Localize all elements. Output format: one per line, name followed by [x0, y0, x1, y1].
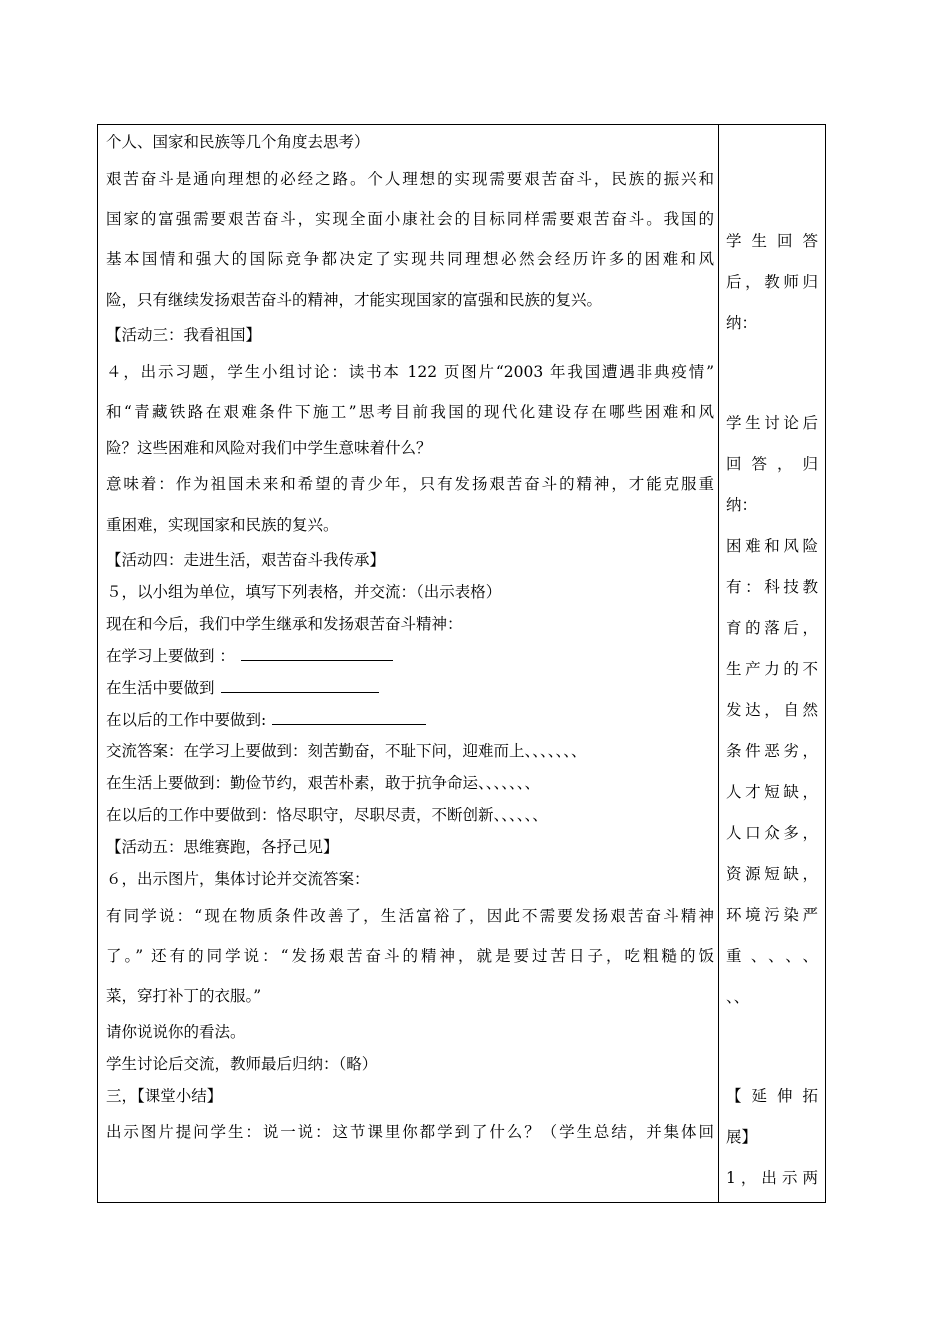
text-line-content: 在以后的工作中要做到: [106, 710, 267, 729]
text-line [106, 320, 714, 352]
text-line [106, 392, 714, 432]
side-note-line: 条件恶劣， [726, 742, 818, 760]
side-note-line: 纳： [726, 314, 758, 332]
side-note-line: 育的落后， [726, 619, 818, 637]
text-line [106, 1049, 714, 1081]
fill-in-blank[interactable] [241, 644, 393, 661]
text-line-content: 有同学说：“现在物质条件改善了，生活富裕了，因此不需要发扬艰苦奋斗精神 [106, 906, 714, 925]
text-line [106, 1017, 714, 1049]
text-line-content: 险？这些困难和风险对我们中学生意味着什么？ [106, 438, 432, 457]
side-note-line: 、、 [726, 988, 750, 1006]
text-line [106, 976, 714, 1016]
text-line-content: 个人、国家和民族等几个角度去思考） [106, 133, 370, 151]
side-note-line: 【 延 伸 拓 [726, 1087, 818, 1105]
text-line-content: 菜，穿打补丁的衣服。” [106, 987, 262, 1006]
text-line [106, 127, 714, 159]
text-line-content: 在生活中要做到 [106, 678, 215, 697]
side-note-line: 重、、、、 [726, 947, 818, 965]
main-content-column [106, 127, 714, 1153]
side-note-line: 发达，自然 [726, 701, 818, 719]
text-line [106, 736, 714, 768]
side-notes-group-2 [726, 403, 818, 1018]
text-line-content: 请你说说你的看法。 [106, 1022, 246, 1041]
text-line [106, 936, 714, 976]
text-line [106, 1112, 714, 1152]
text-line-content: 在生活上要做到：勤俭节约，艰苦朴素，敢于抗争命运、、、、、、、 [106, 774, 541, 793]
side-note-line: 展】 [726, 1128, 758, 1146]
text-line [106, 280, 714, 320]
text-line-content: 艰苦奋斗是通向理想的必经之路。个人理想的实现需要艰苦奋斗，民族的振兴和 [106, 169, 714, 188]
text-line-content: 在学习上要做到 ： [106, 646, 235, 665]
text-line [106, 864, 714, 896]
text-line-content: 国家的富强需要艰苦奋斗，实现全面小康社会的目标同样需要艰苦奋斗。我国的 [106, 210, 714, 229]
text-line [106, 768, 714, 800]
lesson-table [97, 124, 826, 1203]
fill-in-blank[interactable] [272, 708, 426, 725]
side-note-line: 人才短缺， [726, 783, 818, 801]
text-line-content: 现在和今后，我们中学生继承和发扬艰苦奋斗精神： [106, 614, 463, 633]
text-line-content: 险，只有继续发扬艰苦奋斗的精神，才能实现国家的富强和民族的复兴。 [106, 290, 603, 309]
text-line-content: 【活动五：思维赛跑，各抒己见】 [106, 838, 339, 857]
side-notes-group-1 [726, 221, 818, 344]
fill-in-blank[interactable] [221, 676, 379, 693]
text-line-content: 交流答案：在学习上要做到：刻苦勤奋，不耻下问，迎难而上、、、、、、、 [106, 742, 587, 761]
side-notes-group-3 [726, 1076, 818, 1199]
text-line [106, 577, 714, 609]
text-line-content: ６，出示图片，集体讨论并交流答案： [106, 869, 370, 888]
text-line [106, 673, 714, 705]
side-note-line: 困难和风险 [726, 537, 818, 555]
text-line [106, 832, 714, 864]
text-line [106, 1081, 714, 1113]
side-note-line: 有：科技教 [726, 578, 818, 596]
text-line-content: ５，以小组为单位，填写下列表格，并交流：（出示表格） [106, 582, 502, 601]
text-line-content: 三，【课堂小结】 [106, 1086, 223, 1105]
text-line [106, 239, 714, 279]
side-note-line: 学生回答 [726, 232, 818, 250]
text-line-content: 和“青藏铁路在艰难条件下施工”思考目前我国的现代化建设存在哪些困难和风 [106, 403, 714, 422]
side-note-line: 资源短缺， [726, 865, 818, 883]
side-note-line: 人口众多， [726, 824, 818, 842]
side-note-line: 环境污染严 [726, 906, 818, 924]
side-note-line: 生产力的不 [726, 660, 818, 678]
text-line-content: 【活动四：走进生活，艰苦奋斗我传承】 [106, 551, 386, 570]
text-line [106, 433, 714, 465]
text-line-content: 重困难，实现国家和民族的复兴。 [106, 515, 339, 534]
text-line [106, 464, 714, 504]
text-line [106, 159, 714, 199]
text-line [106, 800, 714, 832]
side-note-line: 纳： [726, 496, 758, 514]
side-note-line: 后，教师归 [726, 273, 818, 291]
text-line [106, 896, 714, 936]
text-line-content: 基本国情和强大的国际竞争都决定了实现共同理想必然会经历许多的困难和风 [106, 250, 714, 269]
text-line-content: 了。” 还有的同学说：“发扬艰苦奋斗的精神，就是要过苦日子，吃粗糙的饭 [106, 947, 714, 966]
column-divider [718, 125, 719, 1202]
text-line [106, 545, 714, 577]
text-line [106, 641, 714, 673]
text-line [106, 505, 714, 545]
side-note-line: 学生讨论后 [726, 414, 818, 432]
text-line-content: 出示图片提问学生：说一说：这节课里你都学到了什么？（学生总结，并集体回 [106, 1123, 714, 1142]
side-note-line: 回 答 ， 归 [726, 455, 818, 473]
text-line-content: 学生讨论后交流，教师最后归纳：（略） [106, 1054, 378, 1073]
text-line [106, 199, 714, 239]
text-line [106, 352, 714, 392]
text-line [106, 609, 714, 641]
text-line-content: 在以后的工作中要做到：恪尽职守，尽职尽责，不断创新、、、、、、 [106, 806, 548, 825]
side-note-line: 1，出示两 [726, 1169, 818, 1187]
text-line-content: 意味着：作为祖国未来和希望的青少年，只有发扬艰苦奋斗的精神，才能克服重 [106, 475, 714, 494]
text-line-content: 【活动三：我看祖国】 [106, 326, 262, 345]
text-line-content: ４，出示习题，学生小组讨论：读书本 122 页图片“2003 年我国遭遇非典疫情” [106, 362, 714, 381]
text-line [106, 705, 714, 737]
